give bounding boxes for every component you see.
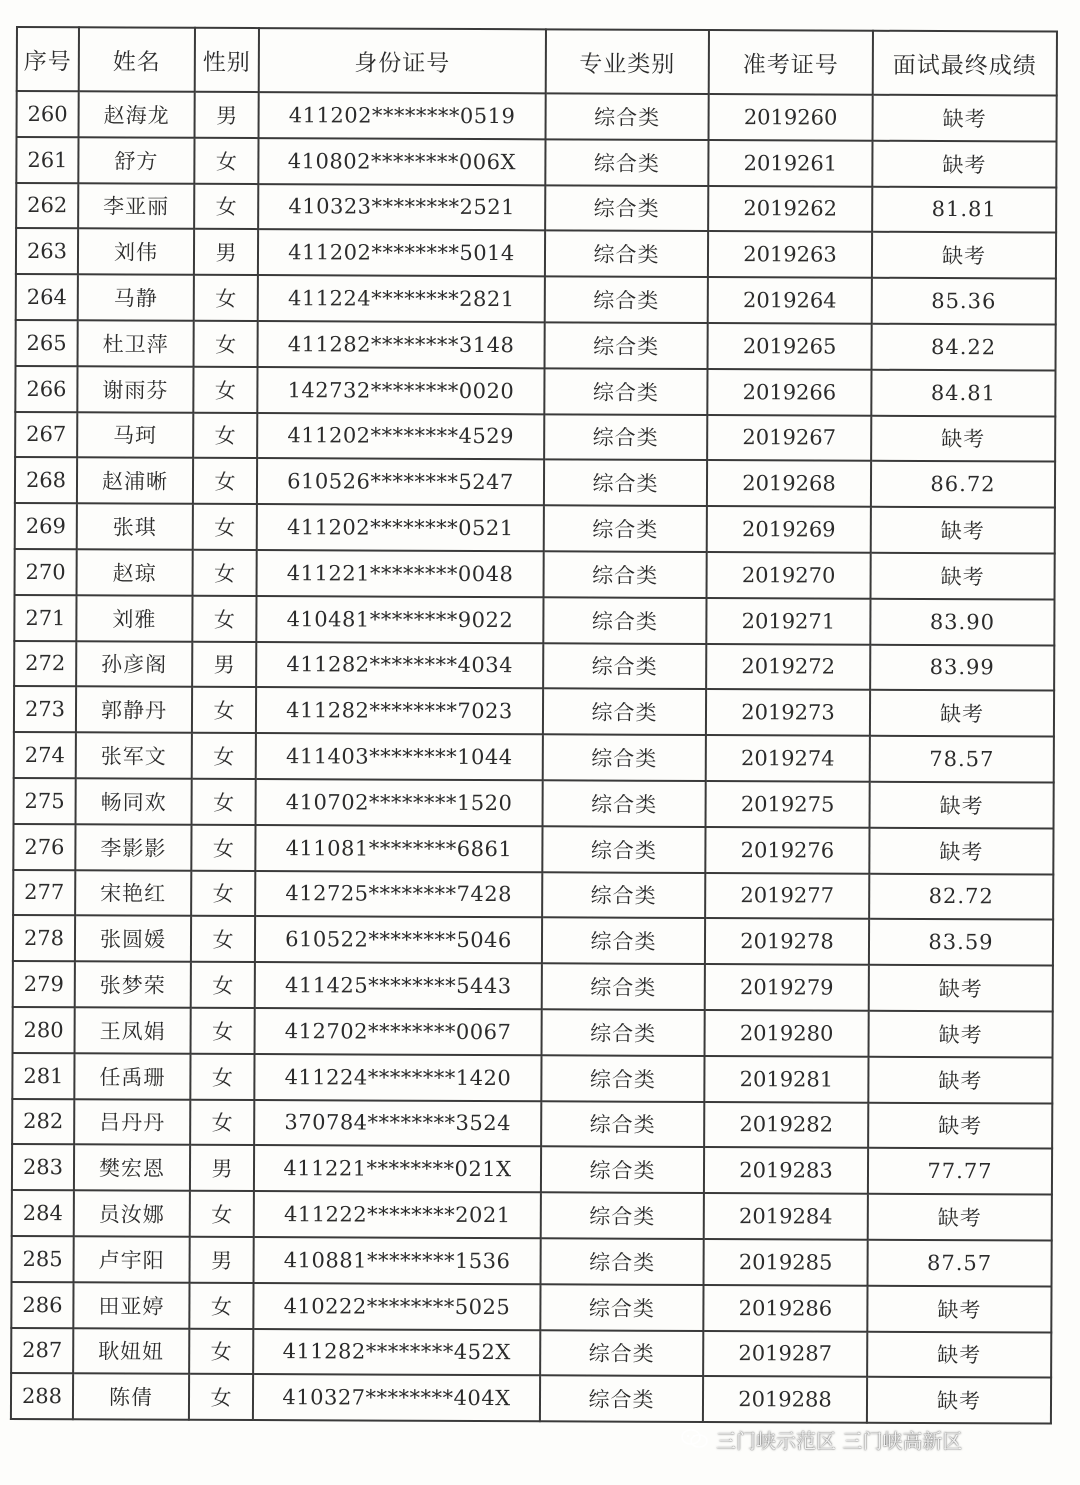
cell-ticket-number: 2019280 [705,1010,869,1057]
cell-id-number: 142732********0020 [257,367,544,414]
cell-ticket-number: 2019268 [707,460,871,507]
cell-seq: 282 [12,1099,74,1145]
cell-category: 综合类 [545,231,708,278]
cell-ticket-number: 2019267 [707,415,871,462]
table-row [17,91,1057,141]
cell-name: 孙彦阁 [76,641,192,687]
cell-id-number: 410802********006X [258,138,545,185]
cell-name: 任禹珊 [74,1053,190,1099]
table-header [17,27,1057,96]
cell-category: 综合类 [544,505,707,552]
table-row [16,274,1056,324]
table-row [14,641,1054,691]
cell-name: 马珂 [77,412,193,458]
cell-score: 缺考 [870,690,1054,737]
table-row [12,1053,1052,1103]
cell-score: 87.57 [868,1240,1052,1287]
cell-ticket-number: 2019287 [703,1331,867,1378]
cell-id-number: 410702********1520 [256,779,543,826]
cell-score: 84.22 [872,324,1056,371]
cell-category: 综合类 [542,872,705,919]
cell-id-number: 411282********7023 [256,687,543,734]
cell-category: 综合类 [542,826,705,873]
cell-seq: 270 [15,549,77,595]
table-row [14,595,1054,645]
cell-id-number: 411282********452X [253,1329,540,1376]
cell-name: 张梦荣 [75,961,191,1007]
cell-id-number: 410222********5025 [253,1283,540,1330]
cell-category: 综合类 [545,185,708,232]
cell-category: 综合类 [545,322,708,369]
cell-score: 81.81 [872,186,1056,233]
cell-id-number: 411282********4034 [256,642,543,689]
cell-gender: 女 [189,1328,253,1374]
cell-id-number: 411202********4529 [257,413,544,460]
cell-name: 陈倩 [73,1374,189,1420]
header-category: 专业类别 [546,29,709,94]
cell-gender: 女 [193,550,257,596]
cell-id-number: 411224********2821 [258,275,545,322]
cell-category: 综合类 [543,643,706,690]
table-row [16,137,1056,187]
cell-ticket-number: 2019272 [706,644,870,691]
cell-id-number: 610526********5247 [257,458,544,505]
table-row [16,228,1056,278]
cell-gender: 女 [193,504,257,550]
watermark-text: 三门峡示范区 三门峡高新区 [716,1428,963,1453]
cell-ticket-number: 2019288 [703,1376,867,1423]
cell-id-number: 411081********6861 [255,825,542,872]
cell-ticket-number: 2019265 [708,323,872,370]
cell-name: 吕丹丹 [74,1099,190,1145]
cell-score: 缺考 [871,507,1055,554]
cell-gender: 女 [191,870,255,916]
cell-name: 耿妞妞 [73,1328,189,1374]
cell-gender: 女 [193,367,257,413]
cell-category: 综合类 [541,1238,704,1285]
cell-score: 83.59 [869,919,1053,966]
cell-category: 综合类 [543,780,706,827]
table-row [14,732,1054,782]
cell-score: 缺考 [868,1056,1052,1103]
cell-ticket-number: 2019271 [706,598,870,645]
cell-gender: 男 [192,641,256,687]
cell-seq: 263 [16,228,78,274]
cell-category: 综合类 [544,460,707,507]
cell-gender: 男 [190,1237,254,1283]
cell-gender: 女 [192,733,256,779]
cell-score: 缺考 [867,1377,1051,1424]
cell-gender: 女 [192,779,256,825]
interview-results-table [10,26,1058,1425]
cell-id-number: 411224********1420 [254,1054,541,1101]
cell-ticket-number: 2019274 [706,735,870,782]
cell-name: 李影影 [75,824,191,870]
cell-score: 缺考 [871,415,1055,462]
cell-category: 综合类 [543,597,706,644]
cell-category: 综合类 [540,1330,703,1377]
table-row [11,1373,1051,1423]
cell-name: 卢宇阳 [74,1236,190,1282]
cell-ticket-number: 2019260 [709,94,873,141]
cell-score: 85.36 [872,278,1056,325]
cell-name: 张军文 [76,732,192,778]
cell-ticket-number: 2019281 [704,1056,868,1103]
cell-category: 综合类 [542,918,705,965]
table-row [11,1282,1051,1332]
cell-score: 缺考 [868,1194,1052,1241]
cell-seq: 280 [13,1007,75,1053]
cell-seq: 273 [14,686,76,732]
cell-seq: 267 [15,412,77,458]
cell-seq: 261 [16,137,78,183]
cell-seq: 268 [15,457,77,503]
cell-ticket-number: 2019261 [708,140,872,187]
cell-seq: 264 [16,274,78,320]
cell-id-number: 411221********0048 [257,550,544,597]
cell-score: 83.90 [870,598,1054,645]
cell-seq: 285 [12,1236,74,1282]
cell-score: 77.77 [868,1148,1052,1195]
cell-ticket-number: 2019278 [705,918,869,965]
cell-category: 综合类 [541,1055,704,1102]
cell-gender: 男 [194,229,258,275]
cell-seq: 272 [14,641,76,687]
cell-score: 86.72 [871,461,1055,508]
cell-id-number: 410327********404X [253,1374,540,1421]
cell-name: 畅同欢 [76,778,192,824]
cell-name: 谢雨芬 [77,366,193,412]
cell-seq: 266 [15,366,77,412]
cell-id-number: 411222********2021 [254,1191,541,1238]
cell-ticket-number: 2019269 [707,506,871,553]
cell-gender: 女 [190,1054,254,1100]
cell-id-number: 411202********5014 [258,229,545,276]
cell-gender: 男 [195,92,259,138]
table-row [15,366,1055,416]
cell-gender: 女 [190,1099,254,1145]
cell-id-number: 411425********5443 [255,962,542,1009]
cell-category: 综合类 [541,1101,704,1148]
cell-gender: 女 [191,1008,255,1054]
cell-gender: 女 [189,1374,253,1420]
cell-ticket-number: 2019286 [703,1285,867,1332]
cell-name: 马静 [78,274,194,320]
cell-score: 缺考 [869,965,1053,1012]
table-row [12,1099,1052,1149]
cell-category: 综合类 [543,689,706,736]
cell-ticket-number: 2019285 [704,1239,868,1286]
cell-category: 综合类 [545,139,708,186]
cell-category: 综合类 [544,551,707,598]
cell-seq: 287 [11,1328,73,1374]
table-row [14,778,1054,828]
table-row [14,686,1054,736]
table-row [12,1190,1052,1240]
cell-gender: 男 [190,1145,254,1191]
cell-score: 缺考 [872,141,1056,188]
table-row [13,824,1053,874]
cell-ticket-number: 2019263 [708,231,872,278]
header-id: 身份证号 [259,28,546,93]
watermark [680,1424,962,1454]
cell-seq: 260 [17,91,79,137]
cell-name: 李亚丽 [78,183,194,229]
cell-seq: 271 [14,595,76,641]
cell-seq: 276 [13,824,75,870]
cell-id-number: 410881********1536 [254,1237,541,1284]
cell-ticket-number: 2019282 [704,1102,868,1149]
table-row [13,1007,1053,1057]
cell-category: 综合类 [540,1376,703,1423]
cell-ticket-number: 2019279 [705,964,869,1011]
cell-name: 赵琼 [77,549,193,595]
cell-category: 综合类 [542,963,705,1010]
cell-score: 缺考 [869,1011,1053,1058]
cell-seq: 283 [12,1144,74,1190]
cell-score: 缺考 [867,1285,1051,1332]
cell-ticket-number: 2019277 [705,873,869,920]
cell-name: 王凤娟 [75,1007,191,1053]
table-row [16,320,1056,370]
cell-id-number: 411202********0521 [257,504,544,551]
header-ticket: 准考证号 [709,30,873,95]
cell-id-number: 412725********7428 [255,871,542,918]
table-row [15,412,1055,462]
cell-score: 缺考 [873,95,1057,142]
cell-name: 杜卫萍 [78,320,194,366]
cell-gender: 女 [191,962,255,1008]
cell-seq: 278 [13,915,75,961]
cell-score: 缺考 [869,827,1053,874]
cell-name: 刘雅 [76,595,192,641]
cell-category: 综合类 [541,1192,704,1239]
table-row [12,1236,1052,1286]
cell-ticket-number: 2019262 [708,186,872,233]
header-gender: 性别 [195,28,259,92]
cell-name: 员汝娜 [74,1190,190,1236]
header-row [17,27,1057,96]
cell-name: 舒方 [78,137,194,183]
table-row [13,870,1053,920]
cell-ticket-number: 2019275 [706,781,870,828]
cell-score: 缺考 [871,553,1055,600]
cell-gender: 女 [194,183,258,229]
cell-name: 张圆媛 [75,916,191,962]
cell-gender: 女 [189,1282,253,1328]
cell-gender: 女 [194,275,258,321]
cell-score: 缺考 [868,1102,1052,1149]
cell-seq: 269 [15,503,77,549]
cell-score: 缺考 [872,232,1056,279]
cell-ticket-number: 2019283 [704,1147,868,1194]
cell-id-number: 610522********5046 [255,916,542,963]
cell-category: 综合类 [541,1147,704,1194]
cell-gender: 女 [191,916,255,962]
cell-id-number: 410323********2521 [258,184,545,231]
cell-id-number: 370784********3524 [254,1100,541,1147]
cell-gender: 女 [190,1191,254,1237]
cell-ticket-number: 2019284 [704,1193,868,1240]
cell-id-number: 411202********0519 [259,92,546,139]
cell-seq: 265 [16,320,78,366]
cell-id-number: 411282********3148 [258,321,545,368]
cell-category: 综合类 [544,414,707,461]
cell-ticket-number: 2019276 [705,827,869,874]
table-row [15,503,1055,553]
cell-category: 综合类 [544,368,707,415]
cell-id-number: 412702********0067 [255,1008,542,1055]
cell-seq: 279 [13,961,75,1007]
cell-category: 综合类 [546,93,709,140]
cell-gender: 女 [193,412,257,458]
cell-ticket-number: 2019273 [706,689,870,736]
table-row [11,1328,1051,1378]
wechat-icon [680,1428,710,1450]
table-row [15,457,1055,507]
cell-ticket-number: 2019266 [707,369,871,416]
header-name: 姓名 [79,27,195,92]
cell-name: 赵海龙 [79,91,195,137]
cell-score: 83.99 [870,644,1054,691]
header-seq: 序号 [17,27,79,91]
table-row [15,549,1055,599]
cell-ticket-number: 2019264 [708,277,872,324]
cell-seq: 288 [11,1373,73,1419]
cell-category: 综合类 [540,1284,703,1331]
cell-id-number: 411403********1044 [256,733,543,780]
table-row [16,183,1056,233]
cell-name: 刘伟 [78,229,194,275]
cell-name: 张琪 [77,503,193,549]
cell-seq: 277 [13,870,75,916]
cell-id-number: 410481********9022 [256,596,543,643]
cell-name: 赵浦晰 [77,458,193,504]
cell-name: 宋艳红 [75,870,191,916]
header-score: 面试最终成绩 [873,31,1057,96]
cell-score: 84.81 [871,370,1055,417]
cell-gender: 女 [192,687,256,733]
table-row [13,915,1053,965]
cell-category: 综合类 [543,734,706,781]
cell-gender: 女 [192,596,256,642]
table-row [13,961,1053,1011]
cell-id-number: 411221********021X [254,1145,541,1192]
cell-score: 78.57 [870,736,1054,783]
cell-category: 综合类 [542,1009,705,1056]
cell-seq: 275 [14,778,76,824]
cell-gender: 女 [193,458,257,504]
cell-score: 82.72 [869,873,1053,920]
cell-score: 缺考 [870,782,1054,829]
cell-name: 田亚婷 [73,1282,189,1328]
cell-seq: 274 [14,732,76,778]
cell-gender: 女 [194,321,258,367]
cell-category: 综合类 [545,276,708,323]
cell-seq: 262 [16,183,78,229]
cell-seq: 286 [11,1282,73,1328]
cell-seq: 284 [12,1190,74,1236]
cell-ticket-number: 2019270 [707,552,871,599]
table-body [11,91,1057,1424]
cell-name: 郭静丹 [76,687,192,733]
cell-score: 缺考 [867,1331,1051,1378]
cell-seq: 281 [12,1053,74,1099]
table-row [12,1144,1052,1194]
cell-gender: 女 [194,138,258,184]
cell-gender: 女 [191,825,255,871]
cell-name: 樊宏恩 [74,1145,190,1191]
